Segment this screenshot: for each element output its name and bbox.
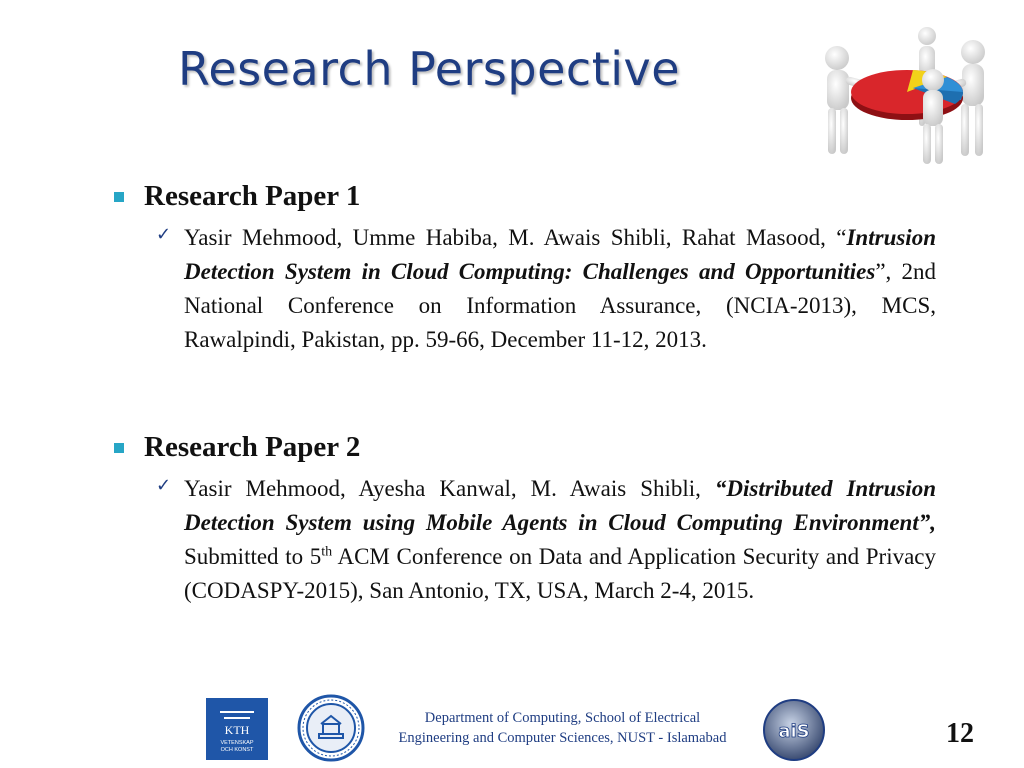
research-paper-2-reference: Yasir Mehmood, Ayesha Kanwal, M. Awais Shibli, “Distributed Intrusion Detection System using Mobile Agents in Cloud Computing Environment”, Submitted to 5th ACM Conference on Data and Application Security and Privacy (CODASPY-2015), San Antonio, TX, USA, March 2-4, 2015. [184, 476, 936, 603]
research-paper-2-heading: Research Paper 2 [144, 431, 361, 463]
research-paper-1-title: Intrusion Detection System in Cloud Computing: Challenges and Opportunities [184, 225, 936, 284]
nust-university-seal-logo [297, 694, 365, 762]
research-paper-2-section [114, 431, 936, 608]
research-paper-1-heading: Research Paper 1 [144, 180, 361, 212]
svg-text:aiS: aiS [778, 721, 810, 742]
svg-text:VETENSKAP: VETENSKAP [220, 740, 254, 746]
research-paper-2-title: “Distributed Intrusion Detection System using Mobile Agents in Cloud Computing Environment”, [184, 476, 936, 535]
svg-text:KTH: KTH [224, 723, 250, 737]
checkmark-icon: ✓ [156, 224, 172, 245]
square-bullet-icon [114, 443, 124, 453]
research-paper-1-section [114, 180, 936, 357]
square-bullet-icon [114, 192, 124, 202]
page-number: 12 [946, 718, 974, 749]
svg-text:OCH KONST: OCH KONST [220, 747, 254, 753]
research-paper-1-reference: Yasir Mehmood, Umme Habiba, M. Awais Shibli, Rahat Masood, “Intrusion Detection System in Cloud Computing: Challenges and Opportunities”, 2nd National Conference on Information Assurance, (NCIA-2013), MCS, Rawalpindi, Pakistan, pp. 59-66, December 11-12, 2013. [184, 225, 936, 352]
slide-title: Research Perspective [178, 42, 681, 96]
kth-logo [206, 698, 268, 760]
checkmark-icon: ✓ [156, 475, 172, 496]
teamwork-pie-chart-illustration [815, 22, 995, 172]
ais-lab-logo [762, 698, 826, 762]
footer-department: Department of Computing, School of Electrical Engineering and Computer Sciences, NUST - Islamabad [398, 710, 727, 746]
